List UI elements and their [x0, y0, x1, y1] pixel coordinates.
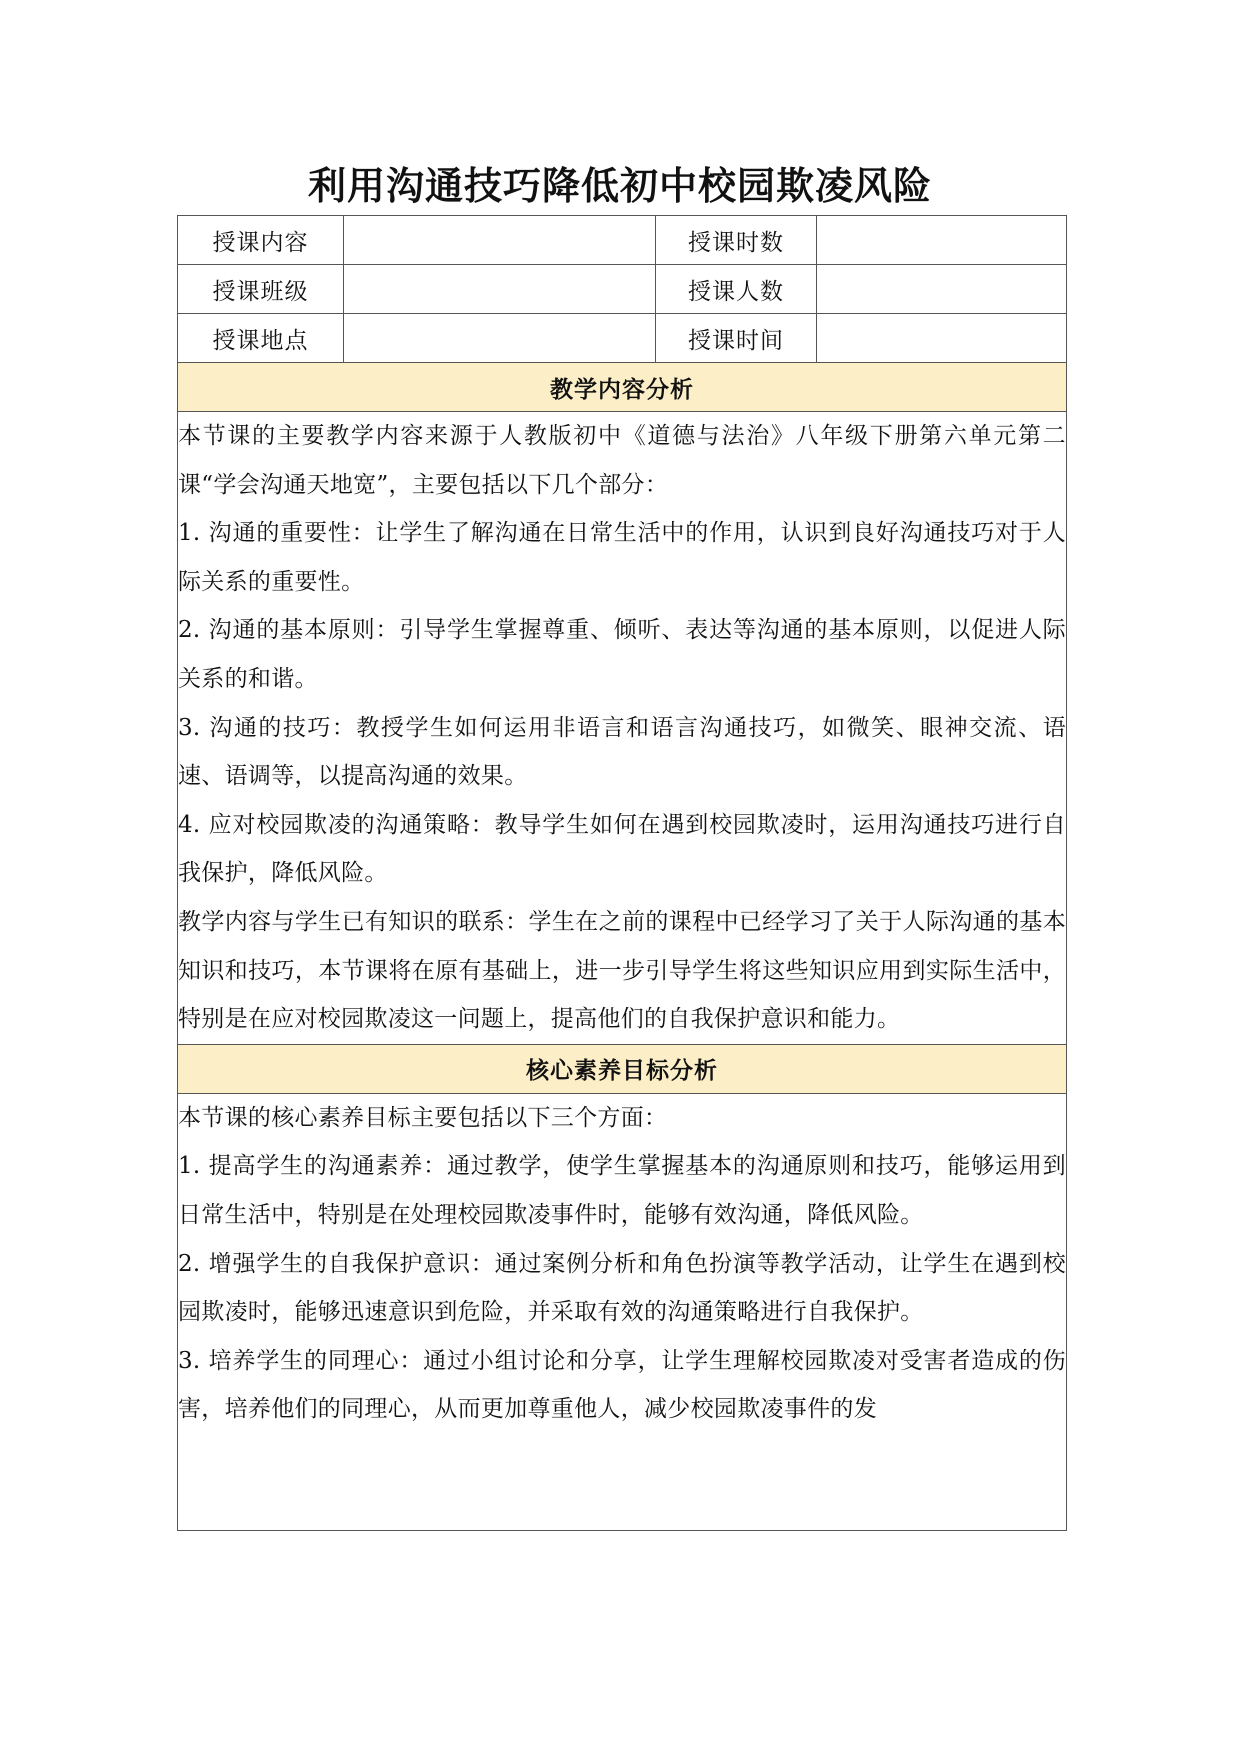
paragraph: 本节课的核心素养目标主要包括以下三个方面：	[178, 1104, 668, 1131]
section-body-row-core-literacy	[178, 1093, 1067, 1530]
paragraph: 3. 培养学生的同理心：通过小组讨论和分享，让学生理解校园欺凌对受害者造成的伤害，培养他们的同理心，从而更加尊重他人，减少校园欺凌事件的发	[178, 1347, 1066, 1423]
paragraph: 3. 沟通的技巧：教授学生如何运用非语言和语言沟通技巧，如微笑、眼神交流、语速、语调等，以提高沟通的效果。	[178, 714, 1066, 790]
section-body-row-content-analysis	[178, 412, 1067, 1045]
label-lesson-content: 授课内容	[178, 216, 344, 265]
label-lesson-place: 授课地点	[178, 314, 344, 363]
section-body-core-literacy	[178, 1093, 1067, 1530]
paragraph: 4. 应对校园欺凌的沟通策略：教导学生如何在遇到校园欺凌时，运用沟通技巧进行自我保护，降低风险。	[178, 811, 1066, 887]
paragraph: 教学内容与学生已有知识的联系：学生在之前的课程中已经学习了关于人际沟通的基本知识和技巧，本节课将在原有基础上，进一步引导学生将这些知识应用到实际生活中，特别是在应对校园欺凌这一问题上，提高他们的自我保护意识和能力。	[178, 908, 1066, 1033]
paragraph: 1. 沟通的重要性：让学生了解沟通在日常生活中的作用，认识到良好沟通技巧对于人际关系的重要性。	[178, 520, 1066, 595]
value-lesson-hours[interactable]	[817, 216, 1067, 265]
value-lesson-class[interactable]	[344, 265, 656, 314]
value-lesson-time[interactable]	[817, 314, 1067, 363]
paragraph: 本节课的主要教学内容来源于人教版初中《道德与法治》八年级下册第六单元第二课“学会沟通天地宽”，主要包括以下几个部分：	[178, 423, 1066, 498]
section-header-content-analysis: 教学内容分析	[178, 363, 1067, 412]
label-lesson-class: 授课班级	[178, 265, 344, 314]
info-row-content	[178, 216, 1067, 265]
value-student-count[interactable]	[817, 265, 1067, 314]
section-header-row-content-analysis	[178, 363, 1067, 412]
paragraph: 2. 增强学生的自我保护意识：通过案例分析和角色扮演等教学活动，让学生在遇到校园欺凌时，能够迅速意识到危险，并采取有效的沟通策略进行自我保护。	[178, 1250, 1066, 1326]
lesson-plan-table	[177, 215, 1067, 1531]
paragraph: 1. 提高学生的沟通素养：通过教学，使学生掌握基本的沟通原则和技巧，能够运用到日常生活中，特别是在处理校园欺凌事件时，能够有效沟通，降低风险。	[178, 1153, 1066, 1228]
label-lesson-hours: 授课时数	[656, 216, 817, 265]
section-header-row-core-literacy	[178, 1044, 1067, 1093]
label-lesson-time: 授课时间	[656, 314, 817, 363]
info-row-place	[178, 314, 1067, 363]
section-body-content-analysis	[178, 412, 1067, 1045]
value-lesson-content[interactable]	[344, 216, 656, 265]
section-header-core-literacy: 核心素养目标分析	[178, 1044, 1067, 1093]
section-body-clip	[178, 1094, 1066, 1530]
value-lesson-place[interactable]	[344, 314, 656, 363]
label-student-count: 授课人数	[656, 265, 817, 314]
paragraph: 2. 沟通的基本原则：引导学生掌握尊重、倾听、表达等沟通的基本原则，以促进人际关系的和谐。	[178, 617, 1066, 692]
info-row-class	[178, 265, 1067, 314]
document-title: 利用沟通技巧降低初中校园欺凌风险	[307, 164, 932, 208]
